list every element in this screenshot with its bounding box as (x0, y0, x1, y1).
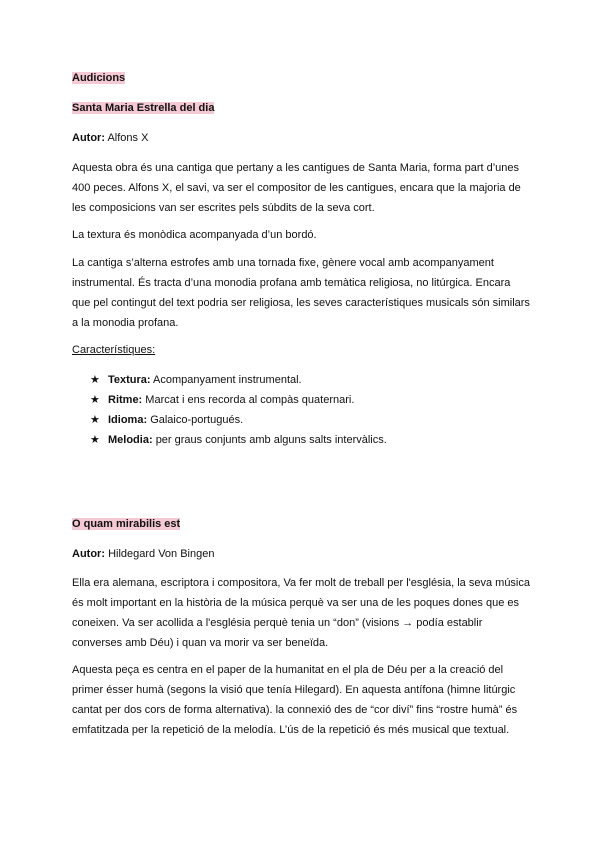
section-heading-text: Santa Maria Estrella del dia (72, 102, 215, 114)
feature-text: Acompanyament instrumental. (153, 374, 302, 386)
section-heading-o-quam (72, 514, 530, 534)
features-title-text: Característiques: (72, 344, 156, 356)
feature-text: per graus conjunts amb alguns salts intervàlics. (155, 434, 387, 446)
document-title (72, 68, 530, 88)
section-heading-santa-maria (72, 98, 530, 118)
list-item (72, 430, 530, 450)
section-heading-text: O quam mirabilis est (72, 518, 181, 530)
list-item (72, 390, 530, 410)
feature-text: Galaico-portugués. (150, 414, 244, 426)
paragraph: Ella era alemana, escriptora i compositora, Va fer molt de treball per l'església, la seva música és molt important en la història de la música perquè va ser una de les poques dones que es coneixen. Va ser acollida a l'església perquè tenia un “don” (visions → podía establir converses amb Déu) i quan va morir va ser beneïda. (72, 577, 530, 649)
feature-label: Melodia: (108, 434, 153, 446)
star-bullet-icon: ★ (90, 413, 100, 426)
paragraph: Aquesta obra és una cantiga que pertany a les cantigues de Santa Maria, forma part d’unes 400 peces. Alfons X, el savi, va ser el compositor de les cantigues, encara que la majoria de les composicions van ser escrites pels súbdits de la seva cort. (72, 162, 521, 214)
author-name: Hildegard Von Bingen (108, 548, 215, 560)
features-title (72, 340, 530, 360)
feature-label: Idioma: (108, 414, 148, 426)
paragraph: La textura és monòdica acompanyada d’un bordó. (72, 229, 317, 241)
author-name: Alfons X (107, 132, 149, 144)
author-label: Autor: (72, 132, 105, 144)
features-list (72, 370, 530, 450)
author-label: Autor: (72, 548, 105, 560)
star-bullet-icon: ★ (90, 373, 100, 386)
list-item (72, 410, 530, 430)
list-item (72, 370, 530, 390)
feature-text: Marcat i ens recorda al compàs quaternari. (145, 394, 355, 406)
paragraph: Aquesta peça es centra en el paper de la humanitat en el pla de Déu per a la creació del primer ésser humà (segons la visió que tenía Hilegard). En aquesta antífona (himne litúrgic cantat per dos cors de forma alternativa). la connexió des de “cor diví” fins “rostre humà” és emfatitzada per la repetició de la melodía. L’ús de la repetició és més musical que textual. (72, 664, 518, 736)
feature-label: Ritme: (108, 394, 143, 406)
star-bullet-icon: ★ (90, 393, 100, 406)
title-text: Audicions (72, 72, 126, 84)
author-line (72, 128, 530, 148)
paragraph: La cantiga s’alterna estrofes amb una tornada fixe, gènere vocal amb acompanyament instrumental. És tracta d’una monodia profana amb temàtica religiosa, no litúrgica. Encara que pel contingut del text podria ser religiosa, les seves característiques musicals són similars a la monodia profana. (72, 257, 530, 329)
feature-label: Textura: (108, 374, 151, 386)
star-bullet-icon: ★ (90, 433, 100, 446)
author-line (72, 544, 530, 564)
